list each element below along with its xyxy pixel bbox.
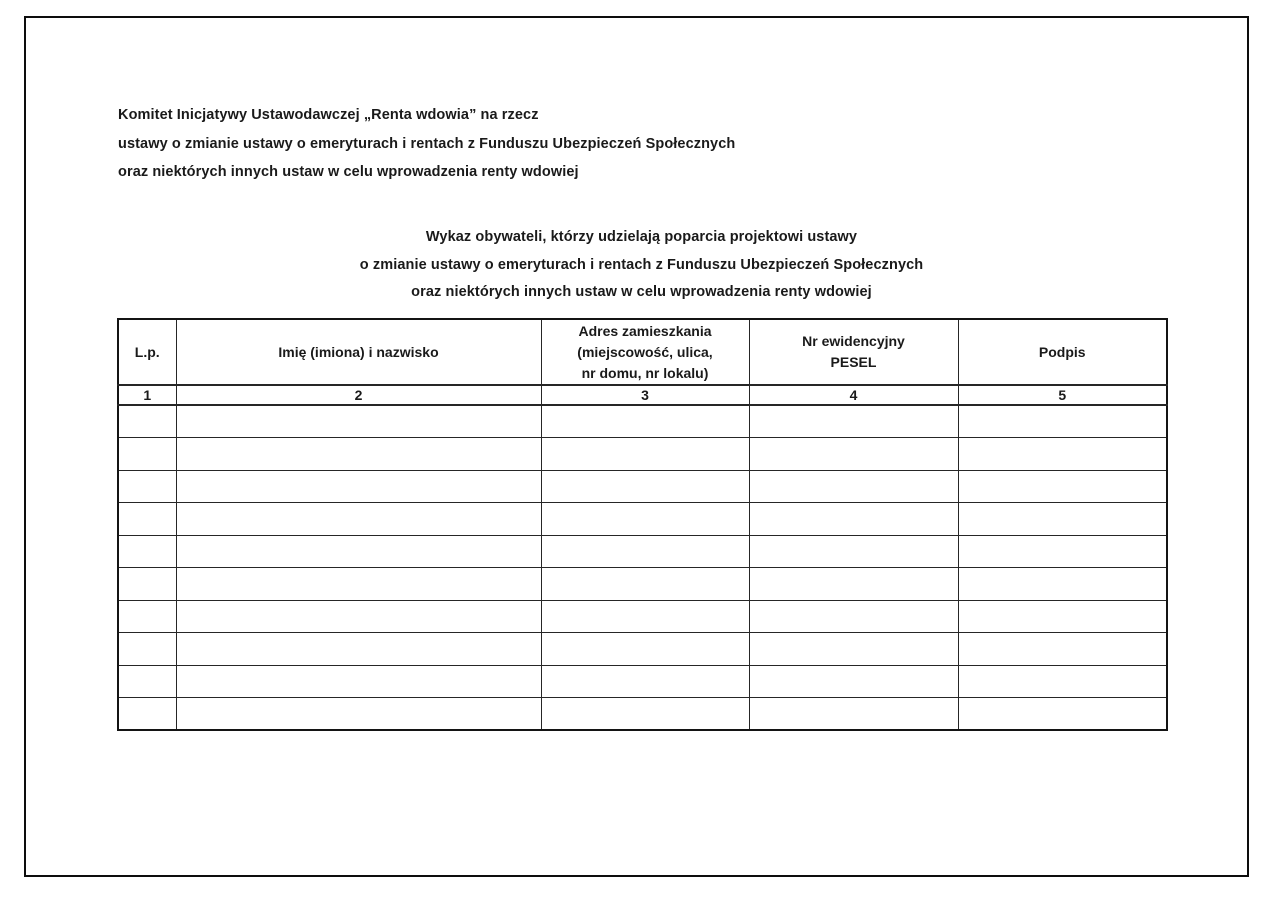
empty-cell — [118, 470, 176, 503]
column-number-1: 1 — [118, 385, 176, 405]
header-cell-name: Imię (imiona) i nazwisko — [176, 319, 541, 385]
table-header-row — [118, 319, 1167, 385]
empty-signature-row — [118, 633, 1167, 666]
empty-signature-row — [118, 438, 1167, 471]
empty-signature-row — [118, 600, 1167, 633]
table-head — [118, 319, 1167, 405]
empty-cell — [541, 405, 749, 438]
signature-support-table — [117, 318, 1168, 731]
empty-cell — [176, 470, 541, 503]
empty-cell — [958, 503, 1167, 536]
column-number-3: 3 — [541, 385, 749, 405]
empty-cell — [176, 633, 541, 666]
committee-line-3: oraz niektórych innych ustaw w celu wprowadzenia renty wdowiej — [118, 164, 579, 180]
empty-cell — [958, 698, 1167, 731]
empty-cell — [541, 503, 749, 536]
empty-cell — [541, 698, 749, 731]
header-cell-pesel — [749, 319, 958, 385]
column-numbers-row — [118, 385, 1167, 405]
empty-cell — [749, 470, 958, 503]
column-number-4: 4 — [749, 385, 958, 405]
committee-heading — [118, 101, 735, 187]
empty-cell — [118, 568, 176, 601]
empty-cell — [958, 535, 1167, 568]
empty-cell — [541, 568, 749, 601]
empty-cell — [118, 698, 176, 731]
empty-cell — [541, 438, 749, 471]
empty-signature-row — [118, 665, 1167, 698]
empty-cell — [176, 665, 541, 698]
title-line-2: o zmianie ustawy o emeryturach i rentach z Funduszu Ubezpieczeń Społecznych — [359, 256, 924, 273]
address-header-line-3: nr domu, nr lokalu) — [581, 364, 709, 381]
empty-cell — [176, 568, 541, 601]
address-header-line-2: (miejscowość, ulica, — [577, 343, 713, 360]
empty-cell — [749, 438, 958, 471]
empty-cell — [118, 633, 176, 666]
title-line-3: oraz niektórych innych ustaw w celu wprowadzenia renty wdowiej — [411, 284, 872, 300]
empty-cell — [749, 665, 958, 698]
committee-line-2: ustawy o zmianie ustawy o emeryturach i rentach z Funduszu Ubezpieczeń Społecznych — [118, 135, 736, 152]
empty-cell — [541, 600, 749, 633]
table-body — [118, 405, 1167, 730]
empty-cell — [958, 568, 1167, 601]
empty-cell — [176, 503, 541, 536]
empty-cell — [958, 665, 1167, 698]
pesel-header-line-2: PESEL — [830, 354, 877, 370]
empty-cell — [118, 503, 176, 536]
empty-cell — [541, 470, 749, 503]
column-number-2: 2 — [176, 385, 541, 405]
empty-cell — [749, 698, 958, 731]
empty-signature-row — [118, 568, 1167, 601]
empty-cell — [749, 405, 958, 438]
empty-cell — [541, 535, 749, 568]
empty-cell — [118, 535, 176, 568]
empty-signature-row — [118, 698, 1167, 731]
header-cell-signature: Podpis — [958, 319, 1167, 385]
empty-cell — [541, 665, 749, 698]
address-header-line-1: Adres zamieszkania — [578, 322, 712, 339]
empty-cell — [958, 405, 1167, 438]
committee-line-1: Komitet Inicjatywy Ustawodawczej „Renta wdowia” na rzecz — [118, 107, 539, 123]
empty-cell — [749, 535, 958, 568]
empty-cell — [118, 405, 176, 438]
header-cell-address — [541, 319, 749, 385]
empty-cell — [118, 600, 176, 633]
column-number-5: 5 — [958, 385, 1167, 405]
header-cell-lp: L.p. — [118, 319, 176, 385]
pesel-header-line-1: Nr ewidencyjny — [802, 333, 905, 349]
empty-signature-row — [118, 503, 1167, 536]
empty-cell — [176, 438, 541, 471]
empty-cell — [176, 600, 541, 633]
empty-signature-row — [118, 470, 1167, 503]
empty-cell — [958, 470, 1167, 503]
empty-cell — [958, 600, 1167, 633]
empty-cell — [541, 633, 749, 666]
empty-cell — [176, 698, 541, 731]
empty-signature-row — [118, 405, 1167, 438]
empty-cell — [176, 535, 541, 568]
empty-cell — [958, 633, 1167, 666]
empty-cell — [176, 405, 541, 438]
empty-signature-row — [118, 535, 1167, 568]
empty-cell — [749, 600, 958, 633]
empty-cell — [749, 568, 958, 601]
empty-cell — [749, 503, 958, 536]
empty-cell — [118, 438, 176, 471]
title-line-1: Wykaz obywateli, którzy udzielają poparcia projektowi ustawy — [425, 229, 858, 245]
empty-cell — [118, 665, 176, 698]
empty-cell — [749, 633, 958, 666]
empty-cell — [958, 438, 1167, 471]
document-title — [117, 224, 1166, 307]
